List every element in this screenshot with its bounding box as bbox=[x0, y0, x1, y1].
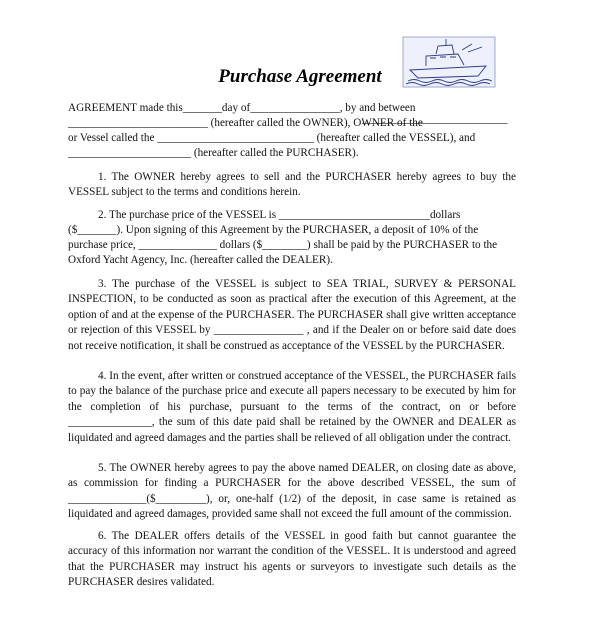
paragraph-2-line-1: 2. The purchase price of the VESSEL is ___________________________dollars bbox=[98, 209, 461, 221]
paragraph-2-line-3: purchase price, ______________ dollars ($________) shall be paid by the PURCHASER to the bbox=[68, 239, 498, 251]
intro-line-4: ______________________ (hereafter called the PURCHASER). bbox=[68, 147, 359, 159]
paragraph-1: 1. The OWNER hereby agrees to sell and the PURCHASER hereby agrees to buy the VESSEL subject to the terms and conditions herein. bbox=[68, 171, 516, 199]
document-title: Purchase Agreement bbox=[218, 66, 382, 87]
paragraph-2-line-4: Oxford Yacht Agency, Inc. (hereafter called the DEALER). bbox=[68, 254, 333, 266]
intro-line-3: or Vessel called the ____________________________ (hereafter called the VESSEL), and bbox=[68, 132, 476, 144]
intro-line-2-text: _________________________ (hereafter called the OWNER), OWNER of the bbox=[68, 117, 423, 129]
paragraph-6: 6. The DEALER offers details of the VESSEL in good faith but cannot guarantee the accuracy of this information nor warrant the condition of the VESSEL. It is understood and agreed that the PURCHASER may instruct his agents or surveyors to investigate such details as the PURCHASER desires validated. bbox=[68, 530, 516, 589]
paragraph-3: 3. The purchase of the VESSEL is subject to SEA TRIAL, SURVEY & PERSONAL INSPECTION, to be conducted as soon as practical after the execution of this Agreement, at the option of and at the expense of the PURCHASER. The PURCHASER shall give written acceptance or rejection of this VESSEL by ________________ , and if the Dealer on or before said date does not receive notification, it shall be construed as acceptance of the VESSEL by the PURCHASER. bbox=[68, 278, 516, 352]
paragraph-2-line-2: ($_______). Upon signing of this Agreement by the PURCHASER, a deposit of 10% of the bbox=[68, 224, 479, 236]
paragraph-4: 4. In the event, after written or construed acceptance of the VESSEL, the PURCHASER fails to pay the balance of the purchase price and execute all papers necessary to be executed by him for the completion of his purchase, pursuant to the terms of the contract, on or before _______________, the sum of this date paid shall be retained by the OWNER and DEALER as liquidated and agreed damages and the parties shall be relieved of all obligation under the contract. bbox=[68, 370, 516, 444]
intro-line-1: AGREEMENT made this_______day of________________, by and between bbox=[68, 102, 416, 114]
paragraph-5: 5. The OWNER hereby agrees to pay the above named DEALER, on closing date as above, as commission for finding a PURCHASER for the above described VESSEL, the sum of ______________($_________), or, one-half (1/2) of the deposit, in case same is retained as liquidated and agreed damages, provided same shall not exceed the full amount of the commission. bbox=[68, 462, 516, 521]
intro-line-2-blank: __________________________ bbox=[362, 113, 508, 125]
